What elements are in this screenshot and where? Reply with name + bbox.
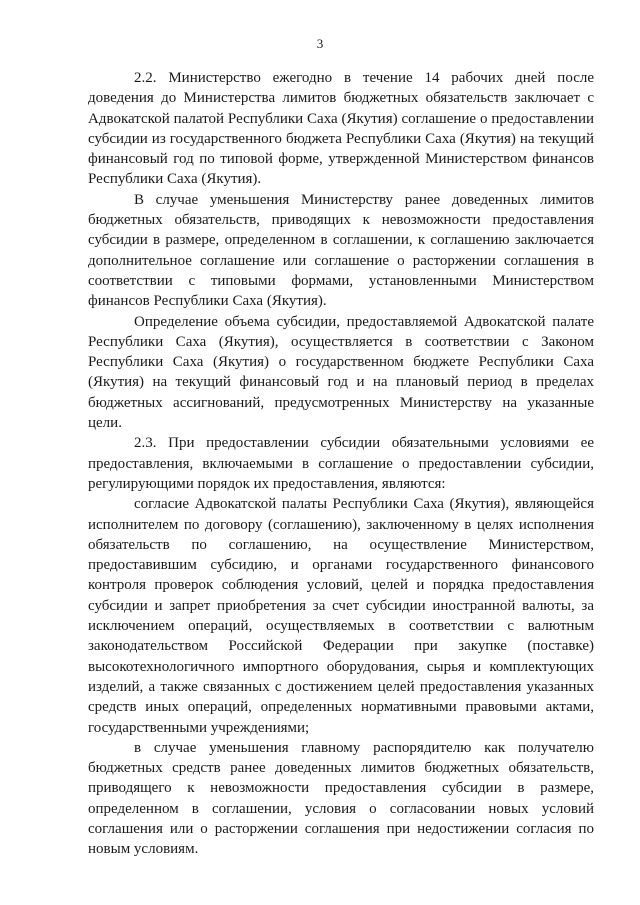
paragraph-consent-condition: согласие Адвокатской палаты Республики Саха (Якутия), являющейся исполнителем по договору (соглашению), заключенному в целях исполнения обязательств по соглашению, на осуществление Министерством, предоставившим субсидию, и органами государственного финансового контроля проверок соблюдения условий, целей и порядка предоставления субсидии и запрет приобретения за счет субсидии иностранной валюты, за исключением операций, осуществляемых в соответствии с валютным законодательством Российской Федерации при закупке (поставке) высокотехнологичного импортного оборудования, сырья и комплектующих изделий, а также связанных с достижением целей предоставления указанных средств иных операций, определенных нормативными правовыми актами, государственными учреждениями; — [88, 496, 594, 736]
paragraph-2-3: 2.3. При предоставлении субсидии обязательными условиями ее предоставления, включаемыми в соглашение о предоставлении субсидии, регулирующими порядок их предоставления, являются: — [88, 435, 594, 492]
paragraph-2-2: 2.2. Министерство ежегодно в течение 14 рабочих дней после доведения до Министерства лимитов бюджетных обязательств заключает с Адвокатской палатой Республики Саха (Якутия) соглашение о предоставлении субсидии из государственного бюджета Республики Саха (Якутия) на текущий финансовый год по типовой форме, утвержденной Министерством финансов Республики Саха (Якутия). — [88, 70, 594, 188]
paragraph-termination-condition: в случае уменьшения главному распорядителю как получателю бюджетных средств ранее доведенных лимитов бюджетных обязательств, приводящего к невозможности предоставления субсидии в размере, определенном в соглашении, условия о согласовании новых условий соглашения или о расторжении соглашения при недостижении согласия по новым условиям. — [88, 739, 594, 858]
paragraph-limit-reduction: В случае уменьшения Министерству ранее доведенных лимитов бюджетных обязательств, приводящих к невозможности предоставления субсидии в размере, определенном в соглашении, к соглашению заключается дополнительное соглашение или соглашение о расторжении соглашения в соответствии с типовыми формами, установленными Министерством финансов Республики Саха (Якутия). — [88, 191, 594, 310]
page-number: 3 — [316, 36, 324, 51]
document-body — [88, 68, 594, 860]
paragraph-subsidy-volume: Определение объема субсидии, предоставляемой Адвокатской палате Республики Саха (Якутия), осуществляется в соответствии с Законом Республики Саха (Якутия) о государственном бюджете Республики Саха (Якутия) на текущий финансовый год и на плановый период в пределах бюджетных ассигнований, предусмотренных Министерству на указанные цели. — [88, 313, 594, 432]
